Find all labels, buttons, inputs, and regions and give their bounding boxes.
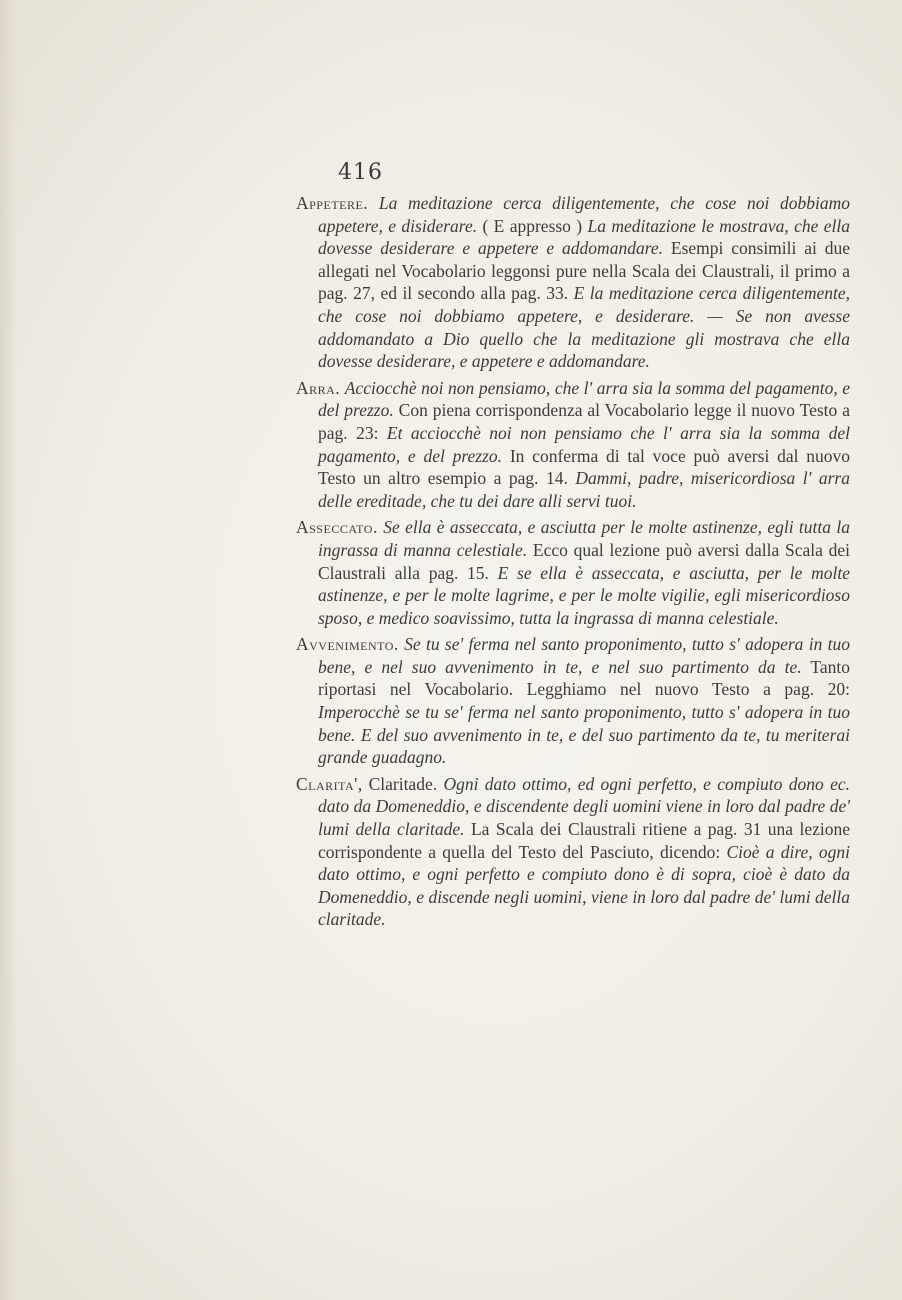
headword: Asseccato.: [296, 517, 378, 538]
text-segment: , Claritade.: [357, 773, 444, 794]
headword: Avvenimento.: [296, 634, 399, 655]
quoted-example: Imperocchè se tu se' ferma nel santo proponimento, tutto s' adopera in tuo bene. E del suo avvenimento in te, e del suo partimento da te, tu meriterai grande guadagno.: [318, 702, 850, 768]
entry-clarita: [296, 773, 850, 931]
quoted-example: Dammi, padre, misericordiosa l' arra delle ereditade, che tu dei dare alli servi tuoi.: [318, 468, 850, 511]
entry-arra: [296, 377, 850, 513]
quoted-example: La meditazione le mostrava, che ella dovesse desiderare e appetere e addomandare.: [318, 215, 850, 259]
text-segment: La Scala dei Claustrali ritiene a pag. 31 una lezione corrispondente a quella del Testo del Pasciuto, dicendo:: [318, 819, 850, 862]
quoted-example: E se ella è asseccata, e asciutta, per le molte astinenze, e per le molte lagrime, e per le molte vigilie, egli misericordioso sposo, e medico soavissimo, tutta la ingrassa di manna celestiale.: [318, 562, 850, 628]
entry-avvenimento: [296, 633, 850, 769]
quoted-example: Se tu se' ferma nel santo proponimento, tutto s' adopera in tuo bene, e nel suo avvenimento in te, e nel suo partimento da te.: [318, 634, 851, 677]
text-segment: ( E appresso ): [477, 215, 588, 236]
dictionary-text: [296, 192, 850, 935]
quoted-example: E la meditazione cerca diligentemente, che cose noi dobbiamo appetere, e desiderare. — Se non avesse addomandato a Dio quello che la meditazione gli mostrava che ella dovesse desiderare, e appetere e addomandare.: [318, 283, 850, 372]
text-segment: Tanto riportasi nel Vocabolario. Legghiamo nel nuovo Testo a pag. 20:: [318, 656, 851, 700]
text-segment: [368, 193, 379, 213]
entry-asseccato: [296, 516, 850, 629]
quoted-example: Ogni dato ottimo, ed ogni perfetto, e compiuto dono ec. dato da Domeneddio, e discendente degli uomini viene in loro dal padre de' lumi della claritade.: [318, 773, 851, 840]
text-segment: Esempi consimili ai due allegati nel Vocabolario leggonsi pure nella Scala dei Claustrali, il primo a pag. 27, ed il secondo alla pag. 33.: [318, 238, 851, 304]
text-segment: Ecco qual lezione può aversi dalla Scala dei Claustrali alla pag. 15.: [318, 539, 851, 583]
entry-appetere: [296, 192, 850, 373]
quoted-example: Cioè a dire, ogni dato ottimo, e ogni perfetto e compiuto dono è di sopra, cioè è dato da Domeneddio, e discende negli uomini, viene in loro dal padre de' lumi della claritade.: [318, 841, 850, 930]
text-segment: Con piena corrispondenza al Vocabolario legge il nuovo Testo a pag. 23:: [318, 400, 850, 443]
quoted-example: Se ella è asseccata, e asciutta per le molte astinenze, egli tutta la ingrassa di manna celestiale.: [318, 517, 850, 560]
quoted-example: La meditazione cerca diligentemente, che cose noi dobbiamo appetere, e disiderare.: [318, 193, 851, 236]
quoted-example: Et acciocchè noi non pensiamo che l' arra sia la somma del pagamento, e del prezzo.: [318, 422, 850, 466]
page-number: 416: [338, 160, 383, 185]
page-edge-shadow: [0, 0, 18, 1300]
headword: Appetere.: [296, 193, 369, 213]
quoted-example: Acciocchè noi non pensiamo, che l' arra sia la somma del pagamento, e del prezzo.: [318, 377, 851, 421]
headword: Arra.: [296, 377, 341, 398]
text-segment: In conferma di tal voce può aversi dal nuovo Testo un altro esempio a pag. 14.: [318, 445, 850, 489]
headword: Clarita': [296, 773, 358, 794]
